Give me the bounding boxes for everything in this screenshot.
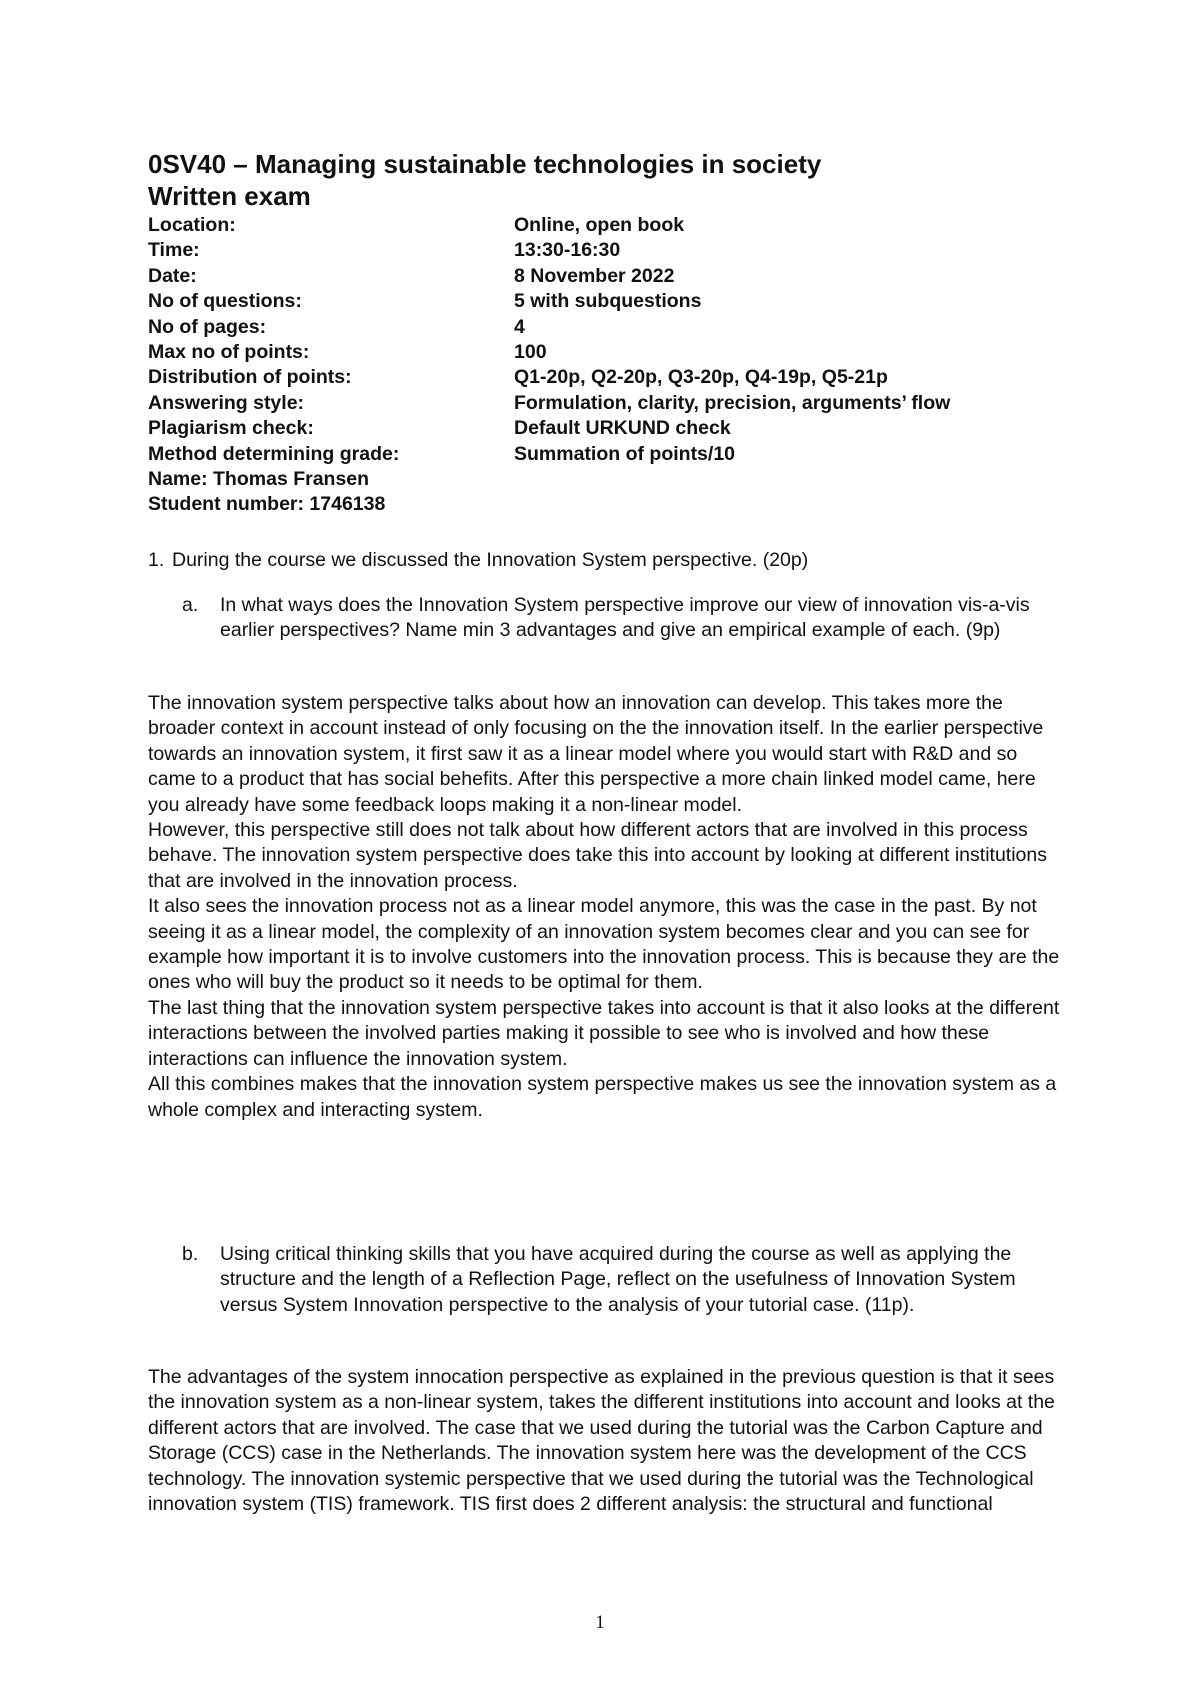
answer-paragraph: However, this perspective still does not talk about how different actors that are involved in this process behave. The innovation system perspective does take this into account by looking at different institutions that are involved in the innovation process. — [148, 819, 1047, 892]
info-label: Location: — [148, 214, 236, 236]
answer-1a — [148, 691, 1068, 1123]
page-number: 1 — [595, 1612, 605, 1633]
info-value: Default URKUND check — [514, 417, 731, 440]
question-1a — [182, 593, 1062, 644]
info-label: No of pages: — [148, 315, 267, 338]
subquestion-letter: a. — [182, 594, 199, 616]
answer-paragraph: The last thing that the innovation system perspective takes into account is that it also looks at the different interactions between the involved parties making it possible to see who is involved and how these interactions can influence the innovation system. — [148, 996, 1060, 1070]
info-value: Q1-20p, Q2-20p, Q3-20p, Q4-19p, Q5-21p — [514, 366, 888, 389]
info-label: Method determining grade: — [148, 442, 400, 465]
info-value: Formulation, clarity, precision, arguments’ flow — [514, 391, 951, 414]
subquestion-text: In what ways does the Innovation System perspective improve our view of innovation vis-a-vis earlier perspectives? Name min 3 advantages and give an empirical example of each. (9p) — [220, 594, 1030, 642]
student-number: Student number: 1746138 — [148, 493, 386, 516]
info-label: Distribution of points: — [148, 366, 352, 389]
info-row-answering-style — [148, 391, 950, 416]
info-value: 4 — [514, 315, 525, 338]
info-label: No of questions: — [148, 290, 302, 313]
subquestion-text: Using critical thinking skills that you have acquired during the course as well as applying the structure and the length of a Reflection Page, reflect on the usefulness of Innovation System versus System Innovation perspective to the analysis of your tutorial case. (11p). — [220, 1243, 1016, 1316]
question-number: 1. — [148, 549, 165, 571]
info-label: Date: — [148, 264, 197, 287]
info-value: 8 November 2022 — [514, 264, 675, 287]
exam-title: 0SV40 – Managing sustainable technologies in society — [148, 149, 822, 179]
info-row-plagiarism — [148, 416, 950, 441]
info-label: Time: — [148, 239, 200, 262]
subquestion-letter: b. — [182, 1243, 199, 1265]
question-1 — [148, 548, 808, 573]
exam-info-table — [148, 213, 950, 518]
info-value: 13:30-16:30 — [514, 239, 621, 262]
answer-paragraph: The advantages of the system innocation perspective as explained in the previous question is that it sees the innovation system as a non-linear system, takes the different institutions into account and looks at the different actors that are involved. The case that we used during the tutorial was the Carbon Capture and Storage (CCS) case in the Netherlands. The innovation system here was the development of the CCS technology. The innovation systemic perspective that we used during the tutorial was the Technological innovation system (TIS) framework. TIS first does 2 different analysis: the structural and functional — [148, 1366, 1055, 1516]
answer-paragraph: All this combines makes that the innovation system perspective makes us see the innovation system as a whole complex and interacting system. — [148, 1073, 1057, 1121]
info-value: 5 with subquestions — [514, 290, 702, 313]
info-label: Plagiarism check: — [148, 417, 314, 440]
info-row-grading — [148, 442, 950, 467]
info-row-date — [148, 264, 950, 289]
info-row-max-points — [148, 340, 950, 365]
student-name: Name: Thomas Fransen — [148, 467, 370, 490]
answer-1b — [148, 1365, 1068, 1517]
question-text: During the course we discussed the Innovation System perspective. (20p) — [172, 549, 809, 571]
info-row-questions — [148, 289, 950, 314]
info-value: Online, open book — [514, 214, 685, 236]
info-row-pages — [148, 315, 950, 340]
info-value: Summation of points/10 — [514, 442, 736, 465]
info-row-time — [148, 238, 950, 263]
question-1b — [182, 1242, 1062, 1318]
exam-subtitle: Written exam — [148, 181, 311, 211]
info-row-location — [148, 213, 950, 238]
answer-paragraph: It also sees the innovation process not as a linear model anymore, this was the case in the past. By not seeing it as a linear model, the complexity of an innovation system becomes clear and you can see for example how important it is to involve customers into the innovation process. This is because they are the ones who will buy the product so it needs to be optimal for them. — [148, 895, 1060, 994]
info-label: Max no of points: — [148, 340, 310, 363]
info-value: 100 — [514, 340, 547, 363]
info-label: Answering style: — [148, 391, 305, 414]
answer-paragraph: The innovation system perspective talks about how an innovation can develop. This takes more the broader context in account instead of only focusing on the the innovation itself. In the earlier perspective towards an innovation system, it first saw it as a linear model where you would start with R&D and so came to a product that has social behefits. After this perspective a more chain linked model came, here you already have some feedback loops making it a non-linear model. — [148, 692, 1044, 816]
info-row-distribution — [148, 365, 950, 390]
